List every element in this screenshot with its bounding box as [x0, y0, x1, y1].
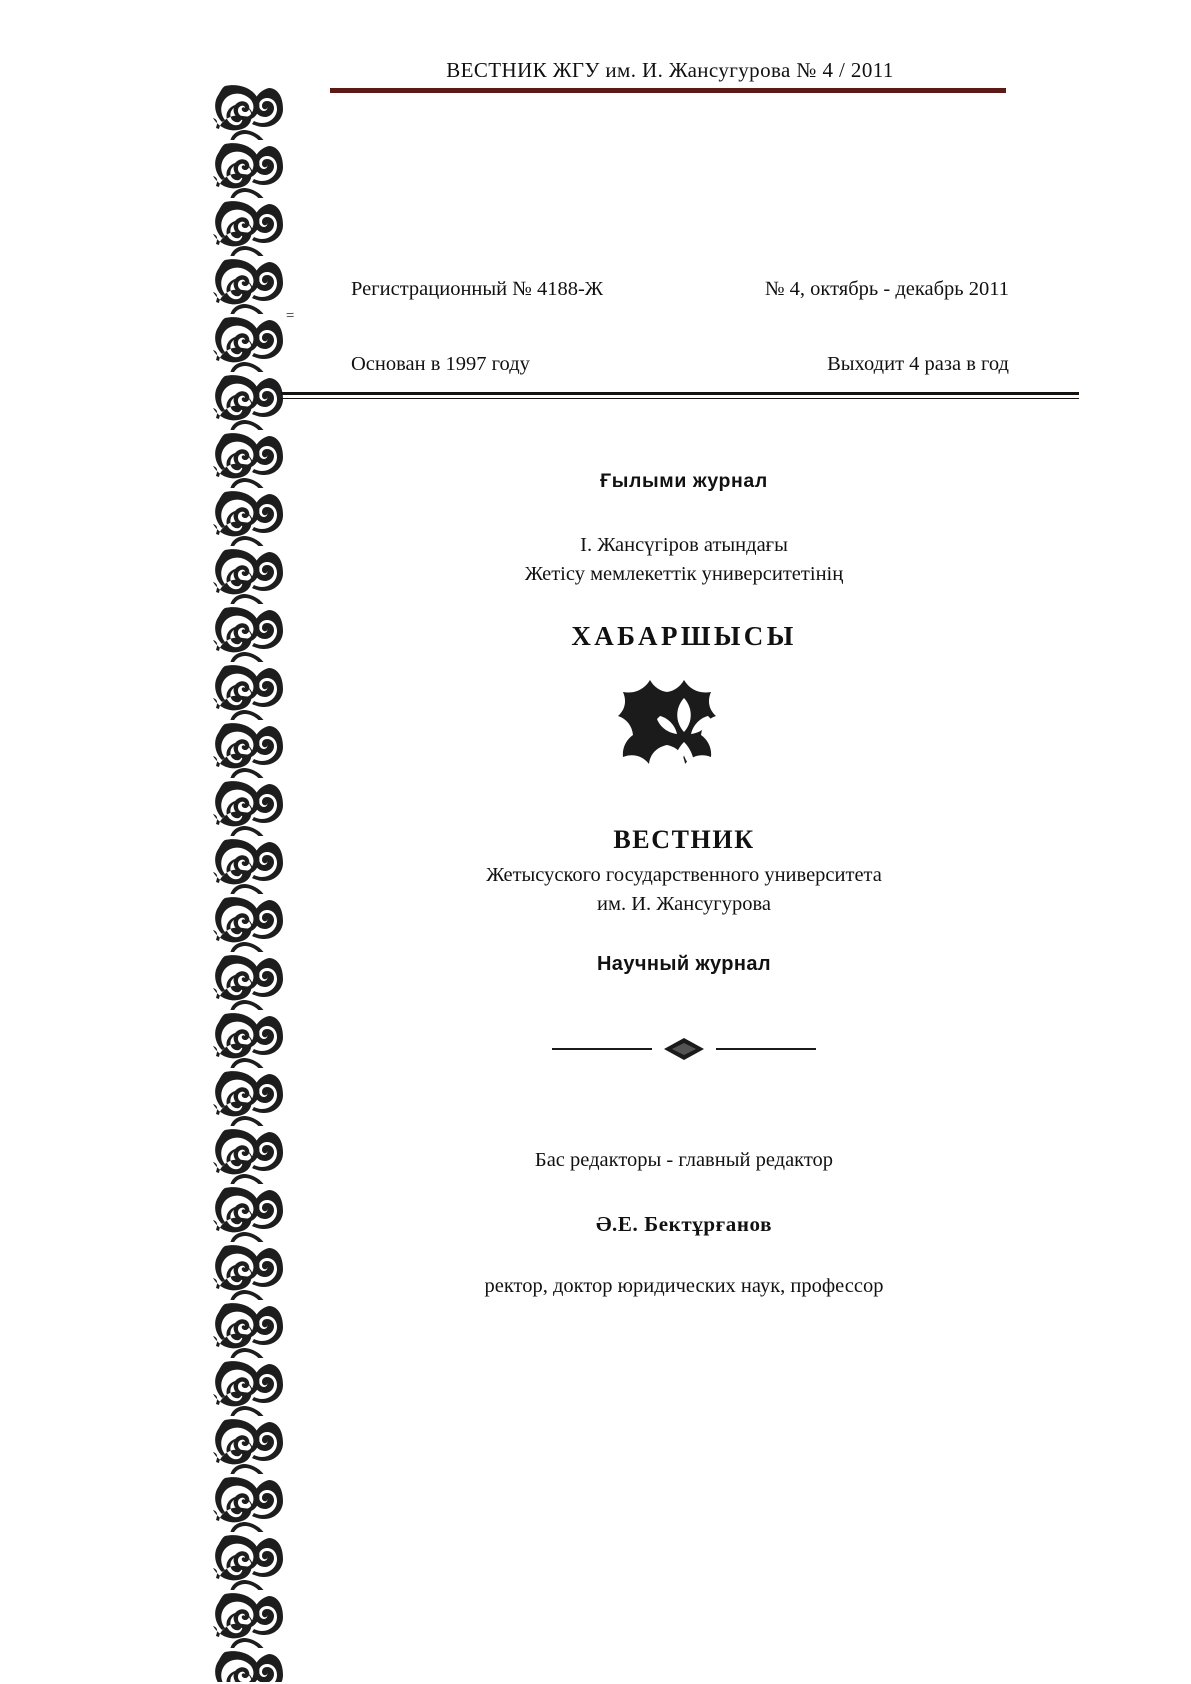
issue-label: № 4, октябрь - декабрь 2011: [764, 278, 1009, 300]
masthead-rule: [281, 392, 1079, 399]
masthead-rule-thick: [281, 392, 1079, 395]
editor-position: ректор, доктор юридических наук, профессор: [484, 1274, 884, 1297]
kazakh-floral-emblem-icon: [614, 672, 754, 792]
kazakh-ornament-border-icon: [205, 82, 289, 1682]
header-rule: [330, 88, 1006, 93]
registration-number: Регистрационный № 4188-Ж: [351, 278, 604, 300]
kazakh-journal-kind: Ғылыми журнал: [600, 470, 768, 492]
diamond-divider-ornament-icon: [544, 1036, 824, 1062]
russian-title: ВЕСТНИК: [613, 825, 755, 855]
masthead-row-registration: [289, 278, 1079, 301]
cover-center-column: [289, 470, 1079, 1298]
russian-journal-kind: Научный журнал: [596, 952, 772, 975]
kazakh-university-line1: І. Жансүгіров атындағы: [580, 534, 788, 556]
running-head: ВЕСТНИК ЖГУ им. И. Жансугурова № 4 / 2011: [446, 58, 894, 82]
kazakh-university-line2: Жетісу мемлекеттік университетінің: [524, 563, 844, 586]
editor-label: Бас редакторы - главный редактор: [534, 1148, 834, 1171]
masthead-row-founded: [289, 353, 1079, 376]
masthead-info: [289, 278, 1079, 376]
russian-university-line2: им. И. Жансугурова: [597, 892, 771, 915]
frequency-label: Выходит 4 раза в год: [827, 353, 1009, 375]
masthead-rule-thin: [281, 398, 1079, 399]
russian-university: [289, 861, 1079, 918]
equals-mark: =: [285, 307, 295, 325]
russian-university-line1: Жетысуского государственного университета: [486, 864, 882, 887]
kazakh-university: [289, 531, 1079, 589]
editor-name: Ә.Е. Бектұрғанов: [595, 1211, 773, 1236]
founded-label: Основан в 1997 году: [351, 353, 530, 375]
kazakh-title: ХАБАРШЫСЫ: [571, 621, 797, 652]
